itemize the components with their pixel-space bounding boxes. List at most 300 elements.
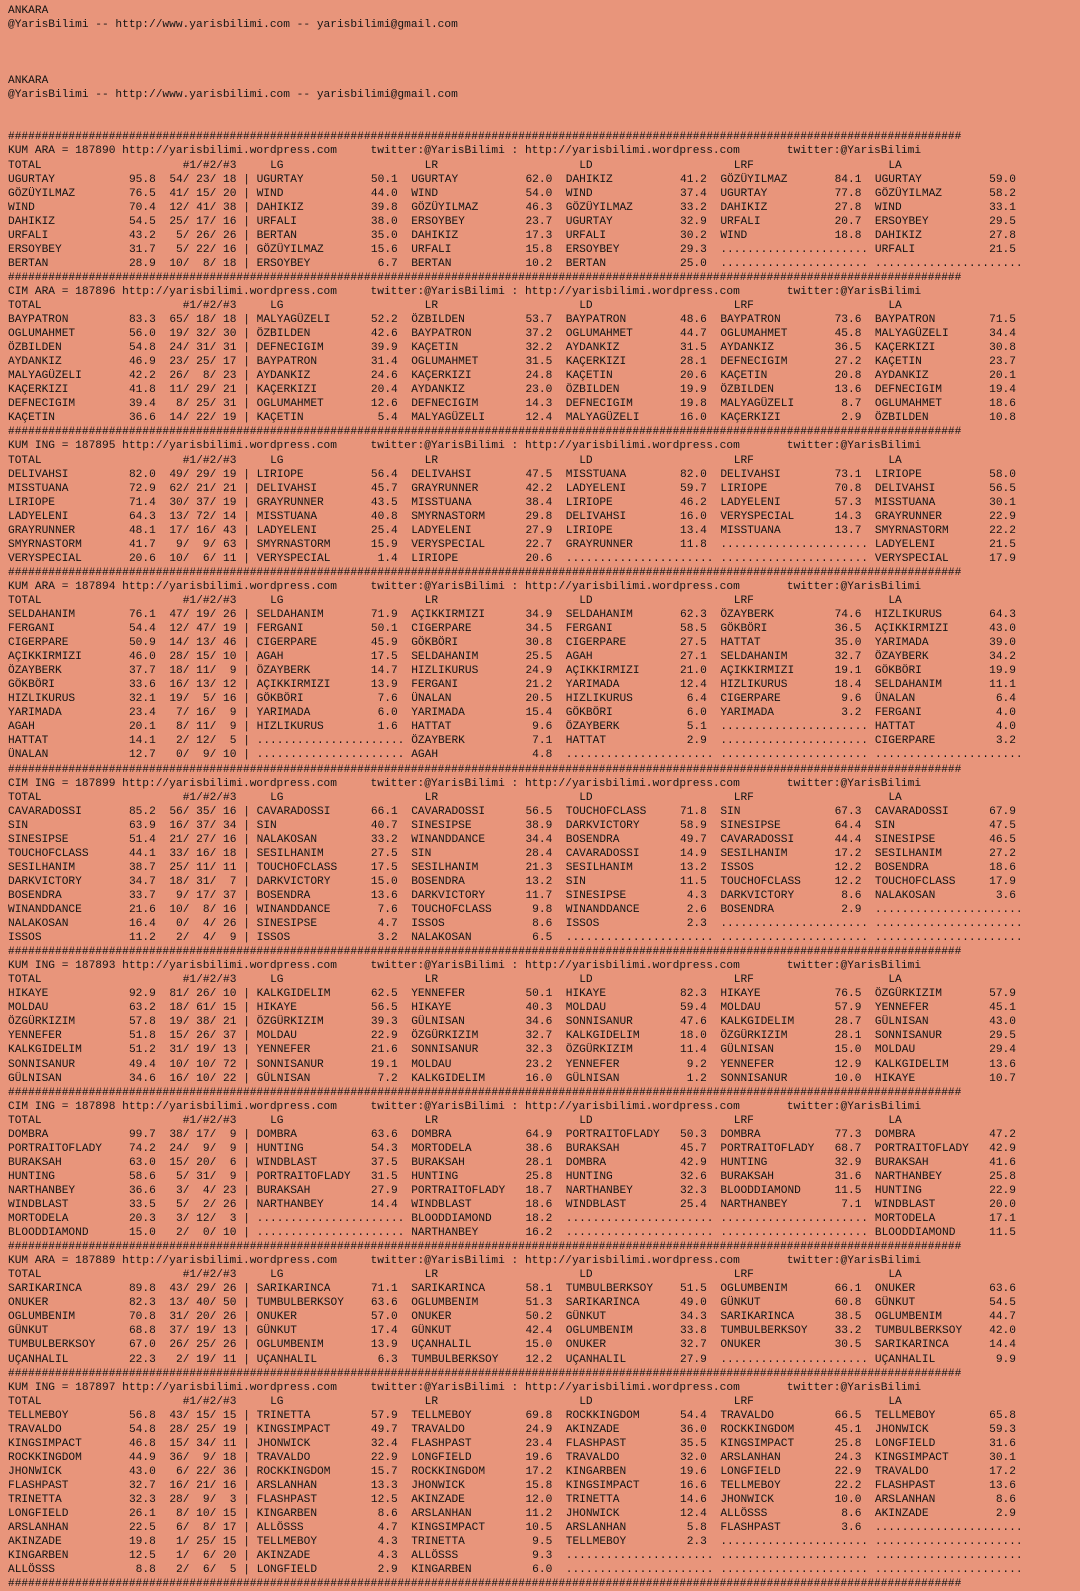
horse-name: ÖZBILDEN [256, 328, 311, 341]
column-divider: | [243, 1016, 250, 1029]
horse-name: DARKVICTORY [256, 875, 331, 888]
horse-name: BAYPATRON [411, 328, 472, 341]
total-score: 46.8 [128, 1437, 156, 1450]
score-value: 48.6 [680, 314, 707, 327]
horse-name: ISSOS [720, 861, 754, 874]
race-title [8, 1100, 1080, 1114]
table-row [8, 847, 1080, 861]
score-value: 62.3 [680, 609, 707, 622]
score-value: 28.1 [834, 1030, 862, 1043]
horse-name: TELLMEBOY [874, 1409, 936, 1422]
horse-name: ALLÖSSS [256, 1522, 304, 1535]
column-header: LG [270, 1269, 284, 1282]
column-header: TOTAL [8, 299, 42, 312]
horse-name: UGURTAY [256, 173, 304, 186]
place-counts: 33/ 16/ 18 [169, 847, 237, 860]
total-score: 54.5 [128, 215, 156, 228]
score-value: 13.9 [370, 1339, 398, 1352]
horse-name: GÜNKUT [256, 1325, 297, 1338]
horse-name: CIGERPARE [874, 735, 936, 748]
column-header: TOTAL [8, 1395, 42, 1408]
place-counts: 43/ 29/ 26 [169, 1283, 237, 1296]
column-header: LR [424, 1269, 439, 1282]
score-value: 23.2 [525, 1058, 553, 1071]
horse-name: ALLÖSSS [411, 1550, 459, 1563]
place-counts: 1/ 6/ 20 [176, 1550, 237, 1563]
total-score: 82.3 [128, 1297, 156, 1310]
horse-name: PORTRAITOFLADY [565, 1128, 660, 1141]
score-value: 50.1 [370, 173, 398, 186]
score-value: 58.0 [989, 468, 1016, 481]
column-header: LR [424, 454, 439, 467]
table-row [8, 931, 1080, 945]
total-score: 89.8 [128, 1283, 156, 1296]
horse-name: OGLUMBENIM [256, 1339, 324, 1352]
horse-name: DELIVAHSI [256, 482, 318, 495]
column-header: LG [270, 974, 284, 987]
score-value: 46.3 [525, 201, 553, 214]
score-value: 43.0 [989, 623, 1016, 636]
horse-name: TRAVALDO [256, 1451, 311, 1464]
total-score: 36.6 [128, 1184, 156, 1197]
score-value: 18.6 [989, 398, 1016, 411]
total-score: 22.3 [128, 1353, 156, 1366]
horse-name: AYDANKIZ [565, 342, 620, 355]
horse-name: OGLUMAHMET [411, 356, 479, 369]
separator: ############################################################################################################################################## [8, 426, 962, 439]
table-row [8, 313, 1080, 327]
total-horse: GÜNKUT [8, 1325, 49, 1338]
horse-name: TUMBULBERKSOY [256, 1297, 344, 1310]
horse-name: VERYSPECIAL [411, 538, 486, 551]
horse-name: CAVARADOSSI [411, 805, 486, 818]
table-row [8, 1198, 1080, 1212]
total-horse: FERGANI [8, 623, 55, 636]
score-value: 19.1 [370, 1058, 398, 1071]
score-value: 18.4 [834, 679, 862, 692]
horse-name: GRAYRUNNER [565, 538, 633, 551]
total-score: 36.6 [128, 412, 156, 425]
horse-name: FLASHPAST [565, 1437, 627, 1450]
total-score: 43.0 [128, 1465, 156, 1478]
empty-slot: ...................... [720, 1227, 869, 1240]
score-value: 44.4 [834, 833, 862, 846]
score-value: 82.3 [680, 988, 707, 1001]
horse-name: BOSENDRA [256, 889, 311, 902]
horse-name: JHONWICK [565, 1508, 620, 1521]
place-counts: 18/ 11/ 9 [169, 665, 237, 678]
score-value: 63.6 [989, 1283, 1016, 1296]
total-score: 46.0 [128, 651, 156, 664]
race-title-text: KUM ARA = 187889 http://yarisbilimi.wordpress.com twitter:@YarisBilimi : http://yarisbilimi.wordpress.com twitter:@YarisBilimi [8, 1255, 922, 1268]
horse-name: YARIMADA [874, 637, 929, 650]
score-value: 19.9 [680, 384, 707, 397]
column-header: #1/#2/#3 [182, 299, 237, 312]
table-row [8, 173, 1080, 187]
score-value: 58.2 [989, 187, 1016, 200]
horse-name: ERSOYBEY [874, 215, 929, 228]
separator-line [8, 1086, 1080, 1100]
horse-name: PORTRAITOFLADY [720, 1142, 815, 1155]
horse-name: KINGARBEN [565, 1465, 627, 1478]
score-value: 27.1 [680, 651, 707, 664]
place-counts: 14/ 13/ 46 [169, 637, 237, 650]
column-divider: | [243, 1283, 250, 1296]
score-value: 15.0 [525, 1339, 553, 1352]
score-value: 66.5 [834, 1409, 862, 1422]
horse-name: BLOODDIAMOND [874, 1227, 956, 1240]
column-header: #1/#2/#3 [182, 159, 237, 172]
horse-name: GÜLNISAN [720, 1044, 775, 1057]
score-value: 3.6 [995, 889, 1016, 902]
column-divider: | [243, 1451, 250, 1464]
total-horse: YARIMADA [8, 707, 62, 720]
horse-name: WIND [256, 187, 284, 200]
table-row [8, 510, 1080, 524]
score-value: 4.3 [686, 889, 707, 902]
place-counts: 54/ 23/ 18 [169, 173, 237, 186]
column-divider: | [243, 749, 250, 762]
total-horse: SONNISANUR [8, 1058, 76, 1071]
horse-name: MOLDAU [720, 1002, 761, 1015]
total-horse: NALAKOSAN [8, 918, 69, 931]
total-score: 31.7 [128, 243, 156, 256]
table-row [8, 1549, 1080, 1563]
horse-name: TRAVALDO [411, 1423, 465, 1436]
place-counts: 23/ 25/ 17 [169, 356, 237, 369]
score-value: 20.0 [989, 1198, 1016, 1211]
place-counts: 26/ 8/ 23 [169, 370, 237, 383]
place-counts: 30/ 37/ 19 [169, 496, 237, 509]
column-divider: | [243, 932, 250, 945]
column-header: LG [270, 159, 284, 172]
place-counts: 10/ 10/ 72 [169, 1058, 237, 1071]
horse-name: LADYELENI [565, 482, 627, 495]
total-score: 37.7 [128, 665, 156, 678]
horse-name: NALAKOSAN [874, 889, 936, 902]
horse-name: CIGERPARE [565, 637, 627, 650]
horse-name: HIZLIKURUS [720, 679, 788, 692]
horse-name: LADYELENI [720, 496, 781, 509]
score-value: 71.8 [680, 805, 707, 818]
score-value: 39.0 [989, 637, 1016, 650]
place-counts: 2/ 6/ 5 [176, 1564, 237, 1577]
place-counts: 19/ 38/ 21 [169, 1016, 237, 1029]
horse-name: SESILHANIM [411, 861, 479, 874]
horse-name: SINESIPSE [411, 819, 472, 832]
horse-name: SARIKARINCA [256, 1283, 331, 1296]
horse-name: YARIMADA [411, 707, 465, 720]
horse-name: SARIKARINCA [720, 1311, 795, 1324]
score-value: 34.9 [525, 609, 553, 622]
horse-name: BLOODDIAMOND [720, 1184, 801, 1197]
horse-name: ÖZAYBERK [720, 609, 775, 622]
total-horse: VERYSPECIAL [8, 552, 82, 565]
horse-name: KINGSIMPACT [874, 1451, 949, 1464]
column-divider: | [243, 1198, 250, 1211]
column-divider: | [243, 1437, 250, 1450]
score-value: 15.7 [370, 1465, 398, 1478]
horse-name: ROCKKINGDOM [411, 1465, 486, 1478]
score-value: 38.5 [834, 1311, 862, 1324]
header-line [8, 46, 1080, 60]
total-horse: TELLMEBOY [8, 1409, 69, 1422]
horse-name: MISSTUANA [565, 468, 627, 481]
empty-slot: ...................... [720, 552, 869, 565]
horse-name: DELIVAHSI [411, 468, 472, 481]
place-counts: 5/ 31/ 9 [176, 1170, 237, 1183]
total-horse: LADYELENI [8, 510, 69, 523]
score-value: 58.5 [680, 623, 707, 636]
place-counts: 16/ 21/ 16 [169, 1479, 237, 1492]
column-header: LD [579, 454, 593, 467]
separator-line [8, 1240, 1080, 1254]
horse-name: WINANDDANCE [256, 904, 331, 916]
place-counts: 13/ 72/ 14 [169, 510, 237, 523]
place-counts: 62/ 21/ 21 [169, 482, 237, 495]
empty-slot: ...................... [256, 1227, 405, 1240]
horse-name: CIGERPARE [720, 693, 781, 706]
place-counts: 13/ 40/ 50 [169, 1297, 237, 1310]
score-value: 8.6 [841, 889, 862, 902]
column-divider: | [243, 1564, 250, 1577]
table-row [8, 1507, 1080, 1521]
horse-name: KALKGIDELIM [720, 1016, 795, 1029]
horse-name: AÇIKKIRMIZI [256, 679, 331, 692]
horse-name: SINESIPSE [565, 889, 627, 902]
place-counts: 0/ 4/ 26 [176, 918, 237, 931]
race-title-text: CIM ARA = 187896 http://yarisbilimi.wordpress.com twitter:@YarisBilimi : http://yarisbilimi.wordpress.com twitter:@YarisBilimi [8, 285, 922, 298]
column-header: LR [424, 159, 439, 172]
horse-name: ROCKKINGDOM [720, 1423, 795, 1436]
total-score: 50.9 [128, 637, 156, 650]
horse-name: HATTAT [720, 637, 761, 650]
column-header: LD [579, 1395, 593, 1408]
score-value: 25.4 [680, 1198, 707, 1211]
column-divider: | [243, 229, 250, 242]
score-value: 15.0 [370, 875, 398, 888]
race-title-text: KUM ING = 187893 http://yarisbilimi.wordpress.com twitter:@YarisBilimi : http://yarisbilimi.wordpress.com twitter:@YarisBilimi [8, 960, 922, 973]
column-header: #1/#2/#3 [182, 1395, 237, 1408]
horse-name: DAHIKIZ [874, 229, 922, 242]
column-header: #1/#2/#3 [182, 1114, 237, 1127]
total-horse: PORTRAITOFLADY [8, 1142, 102, 1155]
column-divider: | [243, 314, 250, 327]
place-counts: 8/ 10/ 15 [176, 1508, 237, 1521]
column-divider: | [243, 356, 250, 369]
horse-name: PORTRAITOFLADY [256, 1170, 351, 1183]
total-horse: URFALI [8, 229, 49, 242]
horse-name: KINGSIMPACT [565, 1479, 640, 1492]
horse-name: URFALI [874, 243, 916, 256]
place-counts: 12/ 47/ 19 [169, 623, 237, 636]
separator: ############################################################################################################################################## [8, 566, 962, 579]
score-value: 57.9 [370, 1409, 398, 1422]
score-value: 59.4 [680, 1002, 707, 1015]
total-horse: KAÇETIN [8, 412, 55, 425]
total-score: 11.2 [128, 932, 156, 945]
total-horse: SINESIPSE [8, 833, 69, 846]
score-value: 18.0 [680, 1030, 707, 1043]
horse-name: KINGSIMPACT [720, 1437, 795, 1450]
horse-name: MALYAGÜZELI [874, 328, 949, 341]
total-horse: TUMBULBERKSOY [8, 1339, 96, 1352]
horse-name: GÜNKUT [565, 1311, 607, 1324]
score-value: 27.2 [834, 356, 862, 369]
score-value: 38.0 [370, 215, 398, 228]
score-value: 4.3 [377, 1536, 398, 1549]
horse-name: GÖKBÖRI [720, 623, 768, 636]
score-value: 34.3 [680, 1311, 707, 1324]
score-value: 20.4 [370, 384, 398, 397]
place-counts: 21/ 27/ 16 [169, 833, 237, 846]
total-horse: KALKGIDELIM [8, 1044, 82, 1057]
score-value: 4.7 [377, 918, 398, 931]
horse-name: TUMBULBERKSOY [720, 1325, 808, 1338]
total-horse: HUNTING [8, 1170, 55, 1183]
header-line [8, 88, 1080, 102]
horse-name: NARTHANBEY [565, 1184, 633, 1197]
score-value: 54.5 [989, 1297, 1016, 1310]
horse-name: OGLUMAHMET [256, 398, 324, 411]
header-row [8, 973, 1080, 987]
horse-name: HUNTING [256, 1142, 304, 1155]
score-value: 23.0 [525, 384, 553, 397]
horse-name: CIGERPARE [411, 623, 472, 636]
score-value: 40.8 [370, 510, 398, 523]
score-value: 11.1 [989, 679, 1016, 692]
score-value: 15.8 [525, 1479, 553, 1492]
total-horse: ARSLANHAN [8, 1522, 69, 1535]
horse-name: LADYELENI [256, 524, 318, 537]
score-value: 64.4 [834, 819, 862, 832]
empty-slot: ...................... [874, 918, 1023, 931]
score-value: 11.4 [680, 1044, 707, 1057]
total-score: 44.9 [128, 1451, 156, 1464]
place-counts: 10/ 6/ 11 [169, 552, 237, 565]
score-value: 40.7 [370, 819, 398, 832]
horse-name: LADYELENI [411, 524, 472, 537]
score-value: 20.1 [989, 370, 1016, 383]
empty-slot: ...................... [565, 552, 714, 565]
column-header: LR [424, 1395, 439, 1408]
horse-name: SELDAHANIM [874, 679, 943, 692]
horse-name: SELDAHANIM [256, 609, 324, 622]
total-horse: BAYPATRON [8, 314, 69, 327]
score-value: 13.9 [370, 679, 398, 692]
horse-name: BOSENDRA [720, 904, 775, 916]
place-counts: 9/ 9/ 63 [176, 538, 237, 551]
horse-name: TOUCHOFCLASS [720, 875, 801, 888]
column-header: LD [579, 974, 593, 987]
column-divider: | [243, 918, 250, 931]
place-counts: 15/ 26/ 37 [169, 1030, 237, 1043]
total-horse: KAÇERKIZI [8, 384, 69, 397]
place-counts: 2/ 19/ 11 [176, 1353, 237, 1366]
horse-name: OGLUMBENIM [411, 1297, 479, 1310]
column-header: LG [270, 1395, 284, 1408]
total-horse: GÜLNISAN [8, 1072, 62, 1085]
score-value: 74.6 [834, 609, 862, 622]
horse-name: FERGANI [565, 623, 613, 636]
header-row [8, 299, 1080, 313]
horse-name: AYDANKIZ [874, 370, 929, 383]
table-row [8, 1423, 1080, 1437]
score-value: 13.7 [834, 524, 862, 537]
horse-name: DEFNECIGIM [874, 384, 943, 397]
total-horse: SESILHANIM [8, 861, 76, 874]
column-header: TOTAL [8, 1269, 42, 1282]
total-score: 92.9 [128, 988, 156, 1001]
score-value: 10.5 [525, 1522, 553, 1535]
horse-name: NARTHANBEY [256, 1198, 324, 1211]
score-value: 32.2 [525, 342, 553, 355]
score-value: 25.8 [989, 1170, 1016, 1183]
score-value: 6.0 [377, 707, 398, 720]
place-counts: 49/ 29/ 19 [169, 468, 237, 481]
total-horse: BERTAN [8, 257, 49, 270]
total-horse: TRAVALDO [8, 1423, 62, 1436]
table-row [8, 1212, 1080, 1226]
horse-name: GÜLNISAN [256, 1072, 311, 1085]
score-value: 15.4 [525, 707, 553, 720]
score-value: 30.2 [680, 229, 707, 242]
horse-name: JHONWICK [411, 1479, 465, 1492]
horse-name: BAYPATRON [720, 314, 781, 327]
column-header: LRF [733, 974, 754, 987]
horse-name: UGURTAY [720, 187, 768, 200]
column-header: LR [424, 594, 439, 607]
horse-name: ONUKER [411, 1311, 452, 1324]
horse-name: NALAKOSAN [256, 833, 318, 846]
score-value: 22.9 [989, 1184, 1016, 1197]
horse-name: DELIVAHSI [720, 468, 781, 481]
column-divider: | [243, 201, 250, 214]
total-score: 51.8 [128, 1030, 156, 1043]
horse-name: HIKAYE [565, 988, 607, 1001]
place-counts: 28/ 15/ 10 [169, 651, 237, 664]
horse-name: GÖZÜYILMAZ [411, 201, 479, 214]
column-divider: | [243, 1311, 250, 1324]
score-value: 27.2 [989, 847, 1016, 860]
score-value: 41.2 [680, 173, 707, 186]
horse-name: OGLUMBENIM [874, 1311, 943, 1324]
score-value: 27.9 [680, 1353, 707, 1366]
score-value: 39.3 [370, 1016, 398, 1029]
empty-slot: ...................... [720, 1213, 869, 1226]
horse-name: GÜNKUT [411, 1325, 452, 1338]
table-row [8, 1282, 1080, 1296]
score-value: 12.2 [525, 1353, 553, 1366]
total-score: 41.7 [128, 538, 156, 551]
column-divider: | [243, 1493, 250, 1506]
table-row [8, 1058, 1080, 1072]
horse-name: ÖZAYBERK [565, 721, 620, 734]
horse-name: ÖZBILDEN [565, 384, 620, 397]
horse-name: ALLÖSSS [720, 1508, 768, 1521]
horse-name: GÖKBÖRI [565, 707, 613, 720]
horse-name: KINGARBEN [256, 1508, 318, 1521]
score-value: 7.6 [377, 693, 398, 706]
total-score: 14.1 [128, 735, 156, 748]
score-value: 67.9 [989, 805, 1016, 818]
score-value: 7.6 [377, 904, 398, 916]
horse-name: VERYSPECIAL [874, 552, 949, 565]
score-value: 47.5 [525, 468, 553, 481]
horse-name: AYDANKIZ [256, 370, 311, 383]
total-score: 16.4 [128, 918, 156, 931]
score-value: 16.0 [680, 412, 707, 425]
